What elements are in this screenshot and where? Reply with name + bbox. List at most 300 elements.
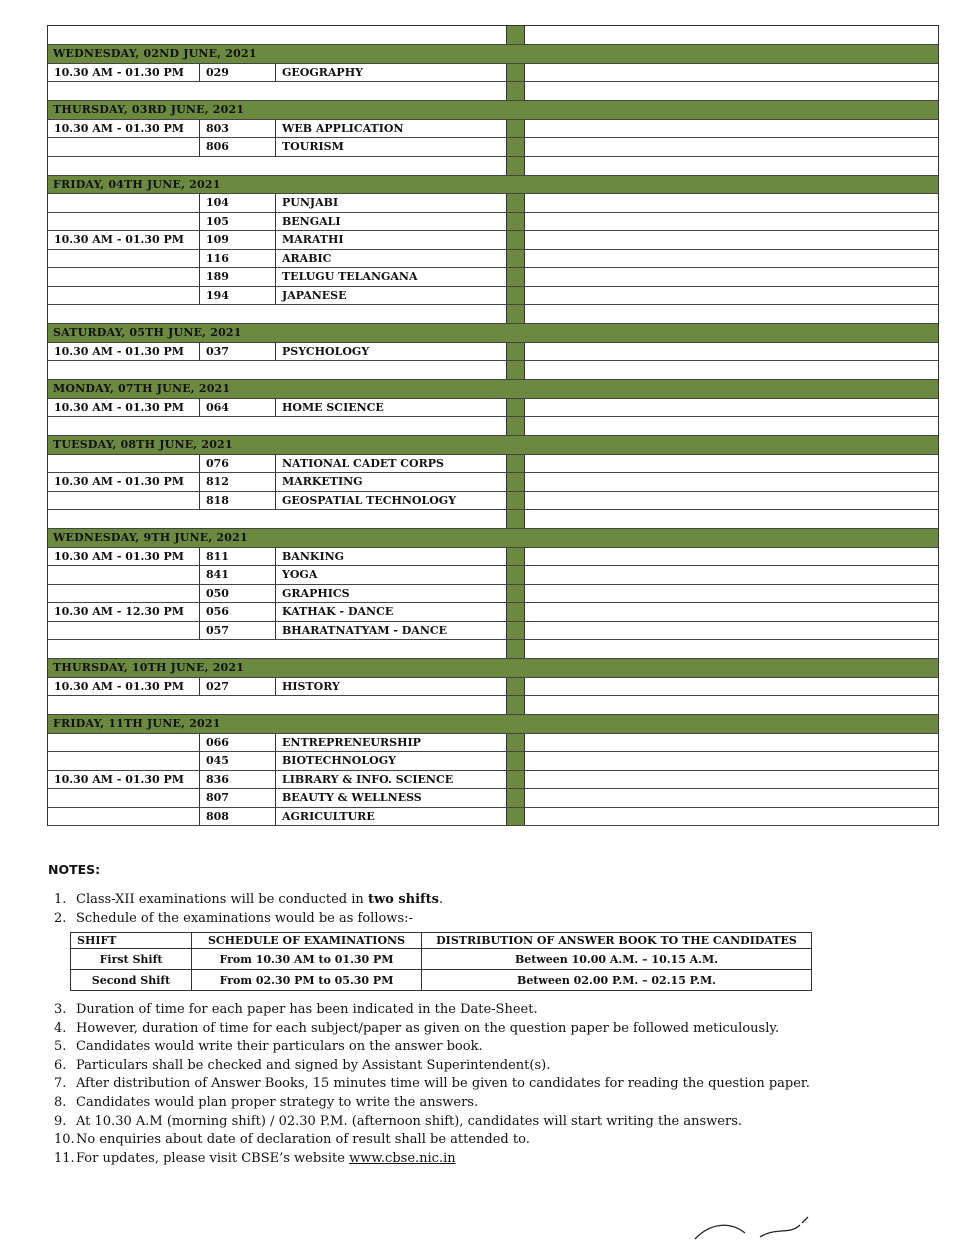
shift-table-header: SHIFT [71,933,192,949]
subject-code: 037 [200,343,276,361]
cell-right [525,510,938,528]
blank-row [48,361,938,380]
cell-right [525,231,938,249]
cell-right [525,696,938,714]
exam-time [48,622,200,640]
subject-cells [48,566,506,584]
subject-cells [48,213,506,231]
exam-time: 10.30 AM - 12.30 PM [48,603,200,621]
note-number: 4. [54,1020,67,1036]
cell-left [48,640,506,658]
subject-row [48,213,938,232]
notes-title: NOTES: [48,862,101,877]
cell-right [525,268,938,286]
cell-right [525,771,938,789]
subject-code: 841 [200,566,276,584]
subject-row [48,808,938,827]
subject-name: GEOSPATIAL TECHNOLOGY [282,493,457,507]
subject-row [48,231,938,250]
exam-time: 10.30 AM - 01.30 PM [48,231,200,249]
date-cell [48,324,506,342]
subject-name: WEB APPLICATION [282,121,404,135]
note-item [48,1131,928,1150]
subject-row [48,455,938,474]
cell-left [48,417,506,435]
cell-left [48,305,506,323]
subject-name: LIBRARY & INFO. SCIENCE [282,772,454,786]
cell-left [48,510,506,528]
note-number: 6. [54,1057,67,1073]
exam-time [48,492,200,510]
cell-left [48,696,506,714]
subject-name: NATIONAL CADET CORPS [282,456,444,470]
subject-row [48,771,938,790]
subject-cells [48,622,506,640]
subject-cells [48,455,506,473]
subject-code: 066 [200,734,276,752]
notes-section [48,862,928,928]
exam-time [48,138,200,156]
separator-column [506,529,525,547]
subject-code: 045 [200,752,276,770]
note-number: 2. [54,910,67,926]
subject-cells [48,771,506,789]
exam-time: 10.30 AM - 01.30 PM [48,343,200,361]
blank-row [48,417,938,436]
date-header-row [48,176,938,195]
exam-date: FRIDAY, 04TH JUNE, 2021 [53,177,221,191]
cell-right [525,678,938,696]
exam-time [48,566,200,584]
exam-time: 10.30 AM - 01.30 PM [48,399,200,417]
note-text: After distribution of Answer Books, 15 minutes time will be given to candidates for reading the question paper. [76,1076,810,1092]
note-text: For updates, please visit CBSE’s website [76,1150,350,1166]
subject-name: MARATHI [282,233,344,246]
exam-time [48,734,200,752]
separator-column [506,45,525,63]
shift-schedule-table [70,932,812,991]
separator-column [506,734,525,752]
shift-table-cell: Between 02.00 P.M. – 02.15 P.M. [422,970,812,991]
subject-name: BANKING [282,549,345,563]
separator-column [506,287,525,305]
cell-right [525,26,938,44]
cell-right [525,715,938,733]
subject-cells [48,492,506,510]
subject-cells [48,120,506,138]
subject-cells [48,64,506,82]
date-header-row [48,45,938,64]
note-item [48,1057,928,1076]
cell-right [525,640,938,658]
subject-cells [48,678,506,696]
blank-row [48,26,938,45]
subject-code: 064 [200,399,276,417]
subject-cells [48,194,506,212]
subject-name: BIOTECHNOLOGY [282,754,396,767]
subject-row [48,287,938,306]
subject-code: 818 [200,492,276,510]
note-text: Schedule of the examinations would be as follows:- [76,910,413,926]
cell-right [525,324,938,342]
separator-column [506,678,525,696]
note-text: Candidates would write their particulars on the answer book. [76,1039,483,1055]
subject-code: 116 [200,250,276,268]
cell-right [525,585,938,603]
cell-right [525,45,938,63]
separator-column [506,380,525,398]
cell-left [48,361,506,379]
separator-column [506,548,525,566]
subject-row [48,120,938,139]
subject-row [48,399,938,418]
separator-column [506,436,525,454]
separator-column [506,473,525,491]
note-number: 5. [54,1039,67,1055]
cell-right [525,808,938,826]
subject-row [48,789,938,808]
exam-time [48,287,200,305]
exam-date: THURSDAY, 03RD JUNE, 2021 [53,103,245,116]
subject-name: PSYCHOLOGY [282,344,370,358]
separator-column [506,492,525,510]
separator-column [506,64,525,82]
subject-code: 194 [200,287,276,305]
separator-column [506,640,525,658]
exam-time: 10.30 AM - 01.30 PM [48,548,200,566]
subject-code: 836 [200,771,276,789]
cell-right [525,305,938,323]
note-text: Class-XII examinations will be conducted in [76,892,368,907]
note-item [48,1150,928,1169]
subject-row [48,138,938,157]
subject-row [48,752,938,771]
note-item [48,891,928,910]
subject-code: 105 [200,213,276,231]
cell-right [525,734,938,752]
subject-cells [48,808,506,826]
note-text: Candidates would plan proper strategy to write the answers. [76,1094,479,1110]
date-cell [48,529,506,547]
date-header-row [48,659,938,678]
exam-date: FRIDAY, 11TH JUNE, 2021 [53,717,221,730]
exam-date: WEDNESDAY, 02ND JUNE, 2021 [53,47,257,60]
cell-right [525,659,938,677]
subject-code: 029 [200,64,276,82]
exam-time [48,752,200,770]
subject-code: 057 [200,622,276,640]
note-bold: two shifts [367,892,439,907]
cell-right [525,213,938,231]
subject-cells [48,138,506,156]
subject-name: JAPANESE [282,288,347,302]
cell-right [525,194,938,212]
subject-name: AGRICULTURE [282,809,375,823]
exam-time: 10.30 AM - 01.30 PM [48,64,200,82]
exam-time [48,213,200,231]
subject-cells [48,268,506,286]
cell-right [525,436,938,454]
subject-row [48,622,938,641]
separator-column [506,268,525,286]
separator-column [506,305,525,323]
note-item [48,1113,928,1132]
cell-right [525,492,938,510]
cell-left [48,26,506,44]
subject-cells [48,789,506,807]
subject-code: 811 [200,548,276,566]
date-header-row [48,715,938,734]
note-text: At 10.30 A.M (morning shift) / 02.30 P.M. (afternoon shift), candidates will start writing the answers. [76,1113,743,1129]
subject-cells [48,603,506,621]
date-cell [48,101,506,119]
exam-date: WEDNESDAY, 9TH JUNE, 2021 [53,531,248,544]
subject-code: 056 [200,603,276,621]
separator-column [506,250,525,268]
exam-time [48,585,200,603]
note-text: However, duration of time for each subject/paper as given on the question paper be followed meticulously. [76,1020,780,1036]
subject-cells [48,585,506,603]
note-item [48,1094,928,1113]
blank-row [48,82,938,101]
subject-cells [48,473,506,491]
subject-code: 806 [200,138,276,156]
separator-column [506,120,525,138]
subject-name: MARKETING [282,475,363,488]
date-cell [48,659,506,677]
subject-name: PUNJABI [282,196,339,209]
subject-row [48,194,938,213]
note-text: No enquiries about date of declaration of result shall be attended to. [76,1132,530,1148]
subject-name: GEOGRAPHY [282,65,363,79]
date-cell [48,715,506,733]
subject-row [48,734,938,753]
subject-code: 109 [200,231,276,249]
cell-right [525,417,938,435]
cell-right [525,343,938,361]
subject-name: BEAUTY & WELLNESS [282,791,422,804]
separator-column [506,455,525,473]
note-item [48,1038,928,1057]
note-text: Particulars shall be checked and signed by Assistant Superintendent(s). [76,1057,551,1073]
blank-row [48,305,938,324]
separator-column [506,231,525,249]
cell-right [525,380,938,398]
note-text: Duration of time for each paper has been indicated in the Date-Sheet. [76,1002,538,1017]
cell-right [525,361,938,379]
cell-right [525,789,938,807]
cbse-website-link[interactable]: www.cbse.nic.in [349,1150,456,1166]
separator-column [506,324,525,342]
cell-right [525,120,938,138]
subject-code: 807 [200,789,276,807]
separator-column [506,157,525,175]
exam-date: THURSDAY, 10TH JUNE, 2021 [53,661,245,674]
subject-code: 808 [200,808,276,826]
cell-left [48,157,506,175]
subject-cells [48,343,506,361]
exam-time: 10.30 AM - 01.30 PM [48,120,200,138]
cell-right [525,622,938,640]
shift-table-row [71,970,812,991]
note-number: 8. [54,1094,67,1110]
blank-row [48,696,938,715]
subject-name: HISTORY [282,679,340,693]
subject-row [48,492,938,511]
subject-code: 027 [200,678,276,696]
cell-right [525,566,938,584]
exam-time [48,268,200,286]
note-tail: . [438,892,444,907]
note-item [48,1001,928,1020]
subject-row [48,678,938,697]
subject-code: 104 [200,194,276,212]
subject-code: 076 [200,455,276,473]
date-cell [48,436,506,454]
cell-right [525,455,938,473]
shift-table-cell: From 02.30 PM to 05.30 PM [192,970,422,991]
shift-table-cell: First Shift [71,949,192,970]
cell-right [525,101,938,119]
cell-right [525,138,938,156]
exam-time [48,194,200,212]
cell-right [525,176,938,194]
subject-code: 803 [200,120,276,138]
cell-right [525,548,938,566]
date-header-row [48,101,938,120]
separator-column [506,603,525,621]
exam-time: 10.30 AM - 01.30 PM [48,678,200,696]
separator-column [506,659,525,677]
note-number: 7. [54,1076,67,1092]
cell-right [525,82,938,100]
date-header-row [48,529,938,548]
shift-table-cell: Between 10.00 A.M. – 10.15 A.M. [422,949,812,970]
subject-name: HOME SCIENCE [282,400,384,414]
subject-name: TOURISM [282,140,344,153]
separator-column [506,771,525,789]
note-item [48,1020,928,1039]
subject-row [48,250,938,269]
exam-date: SATURDAY, 05TH JUNE, 2021 [53,326,242,339]
exam-time [48,808,200,826]
note-number: 3. [54,1002,67,1017]
date-header-row [48,324,938,343]
shift-table-cell: Second Shift [71,970,192,991]
separator-column [506,343,525,361]
subject-row [48,473,938,492]
blank-row [48,640,938,659]
exam-time [48,789,200,807]
cell-right [525,752,938,770]
note-item [48,910,928,929]
separator-column [506,82,525,100]
separator-column [506,789,525,807]
separator-column [506,696,525,714]
subject-row [48,343,938,362]
signature-image [690,1215,830,1241]
subject-row [48,64,938,83]
subject-code: 050 [200,585,276,603]
separator-column [506,26,525,44]
separator-column [506,101,525,119]
shift-table-header: SCHEDULE OF EXAMINATIONS [192,933,422,949]
subject-row [48,566,938,585]
subject-row [48,585,938,604]
blank-row [48,157,938,176]
subject-name: ARABIC [282,251,332,265]
subject-name: BENGALI [282,214,341,228]
separator-column [506,752,525,770]
cell-left [48,82,506,100]
separator-column [506,566,525,584]
date-cell [48,380,506,398]
subject-name: YOGA [282,568,318,581]
subject-cells [48,734,506,752]
separator-column [506,194,525,212]
separator-column [506,417,525,435]
cell-right [525,250,938,268]
cell-right [525,473,938,491]
shift-table-header: DISTRIBUTION OF ANSWER BOOK TO THE CANDIDATES [422,933,812,949]
separator-column [506,176,525,194]
note-number: 9. [54,1113,67,1129]
date-header-row [48,380,938,399]
exam-date: TUESDAY, 08TH JUNE, 2021 [53,438,233,451]
separator-column [506,399,525,417]
subject-cells [48,250,506,268]
note-number: 11. [54,1150,75,1166]
subject-row [48,548,938,567]
exam-time: 10.30 AM - 01.30 PM [48,473,200,491]
subject-cells [48,287,506,305]
date-cell [48,45,506,63]
exam-time [48,250,200,268]
shift-table-row [71,949,812,970]
subject-cells [48,548,506,566]
separator-column [506,361,525,379]
subject-cells [48,231,506,249]
exam-date: MONDAY, 07TH JUNE, 2021 [53,382,231,395]
cell-right [525,157,938,175]
separator-column [506,808,525,826]
blank-row [48,510,938,529]
cell-right [525,399,938,417]
separator-column [506,213,525,231]
date-sheet-table [47,25,939,826]
cell-right [525,603,938,621]
separator-column [506,622,525,640]
cell-right [525,287,938,305]
separator-column [506,138,525,156]
subject-name: BHARATNATYAM - DANCE [282,623,448,637]
note-number: 1. [54,892,67,907]
subject-name: ENTREPRENEURSHIP [282,735,421,749]
date-cell [48,176,506,194]
subject-code: 812 [200,473,276,491]
subject-name: GRAPHICS [282,586,350,600]
exam-time: 10.30 AM - 01.30 PM [48,771,200,789]
cell-right [525,529,938,547]
subject-code: 189 [200,268,276,286]
subject-cells [48,399,506,417]
subject-name: KATHAK - DANCE [282,605,394,618]
date-header-row [48,436,938,455]
note-number: 10. [54,1132,75,1148]
separator-column [506,585,525,603]
exam-time [48,455,200,473]
subject-row [48,268,938,287]
